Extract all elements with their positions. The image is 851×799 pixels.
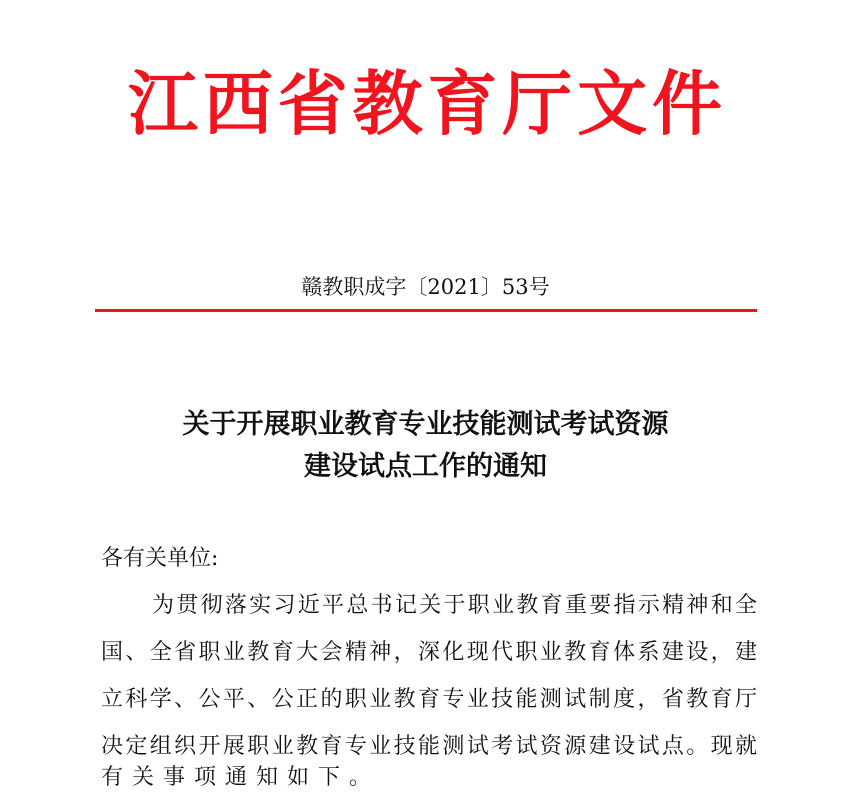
body-line: 决定组织开展职业教育专业技能测试考试资源建设试点。现就 [101, 734, 757, 759]
document-number: 赣教职成字〔2021〕53号 [301, 275, 550, 299]
notice-title-line-1: 关于开展职业教育专业技能测试考试资源 [182, 409, 669, 440]
body-line: 立科学、公平、公正的职业教育专业技能测试制度，省教育厅 [101, 687, 757, 712]
body-line: 有关事项通知如下。 [101, 765, 381, 790]
notice-title-line-2: 建设试点工作的通知 [304, 451, 547, 482]
body-line: 为贯彻落实习近平总书记关于职业教育重要指示精神和全 [152, 593, 757, 618]
salutation: 各有关单位: [101, 546, 219, 571]
document-header-title: 江西省教育厅文件 [128, 62, 722, 145]
red-divider [95, 309, 757, 312]
body-line: 国、全省职业教育大会精神，深化现代职业教育体系建设，建 [101, 640, 757, 665]
